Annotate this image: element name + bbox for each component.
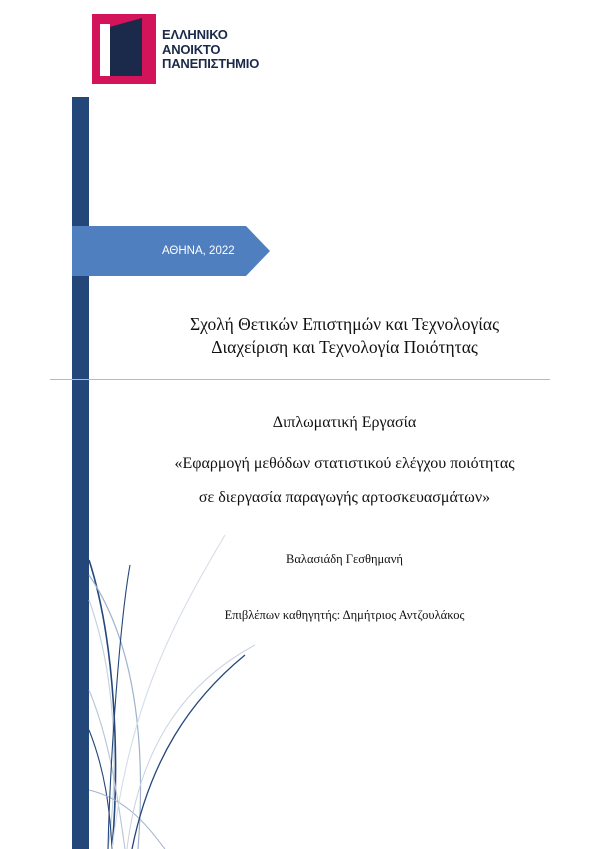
author-name: Βαλασιάδη Γεσθημανή [286, 552, 403, 566]
banner-date: ΑΘΗΝΑ, 2022 [162, 245, 235, 257]
thesis-title-line-1: «Εφαρμογή μεθόδων στατιστικού ελέγχου ποιότητας [174, 455, 515, 472]
logo-line-1: ΕΛΛΗΝΙΚΟ [162, 27, 228, 42]
school-heading [89, 313, 600, 359]
thesis-type: Διπλωματική Εργασία [272, 414, 417, 431]
supervisor: Επιβλέπων καθηγητής: Δημήτριος Αντζουλάκος [224, 608, 465, 622]
logo-line-2: ΑΝΟΙΚΤΟ [162, 41, 221, 57]
logo-line-3: ΠΑΝΕΠΙΣΤΗΜΙΟ [162, 56, 260, 71]
date-banner [72, 226, 272, 276]
horizontal-divider [50, 379, 550, 380]
thesis-title-line-2: σε διεργασία παραγωγής αρτοσκευασμάτων» [198, 489, 491, 506]
program-name: Διαχείριση και Τεχνολογία Ποιότητας [211, 337, 478, 357]
school-name: Σχολή Θετικών Επιστημών και Τεχνολογίας [189, 314, 500, 334]
